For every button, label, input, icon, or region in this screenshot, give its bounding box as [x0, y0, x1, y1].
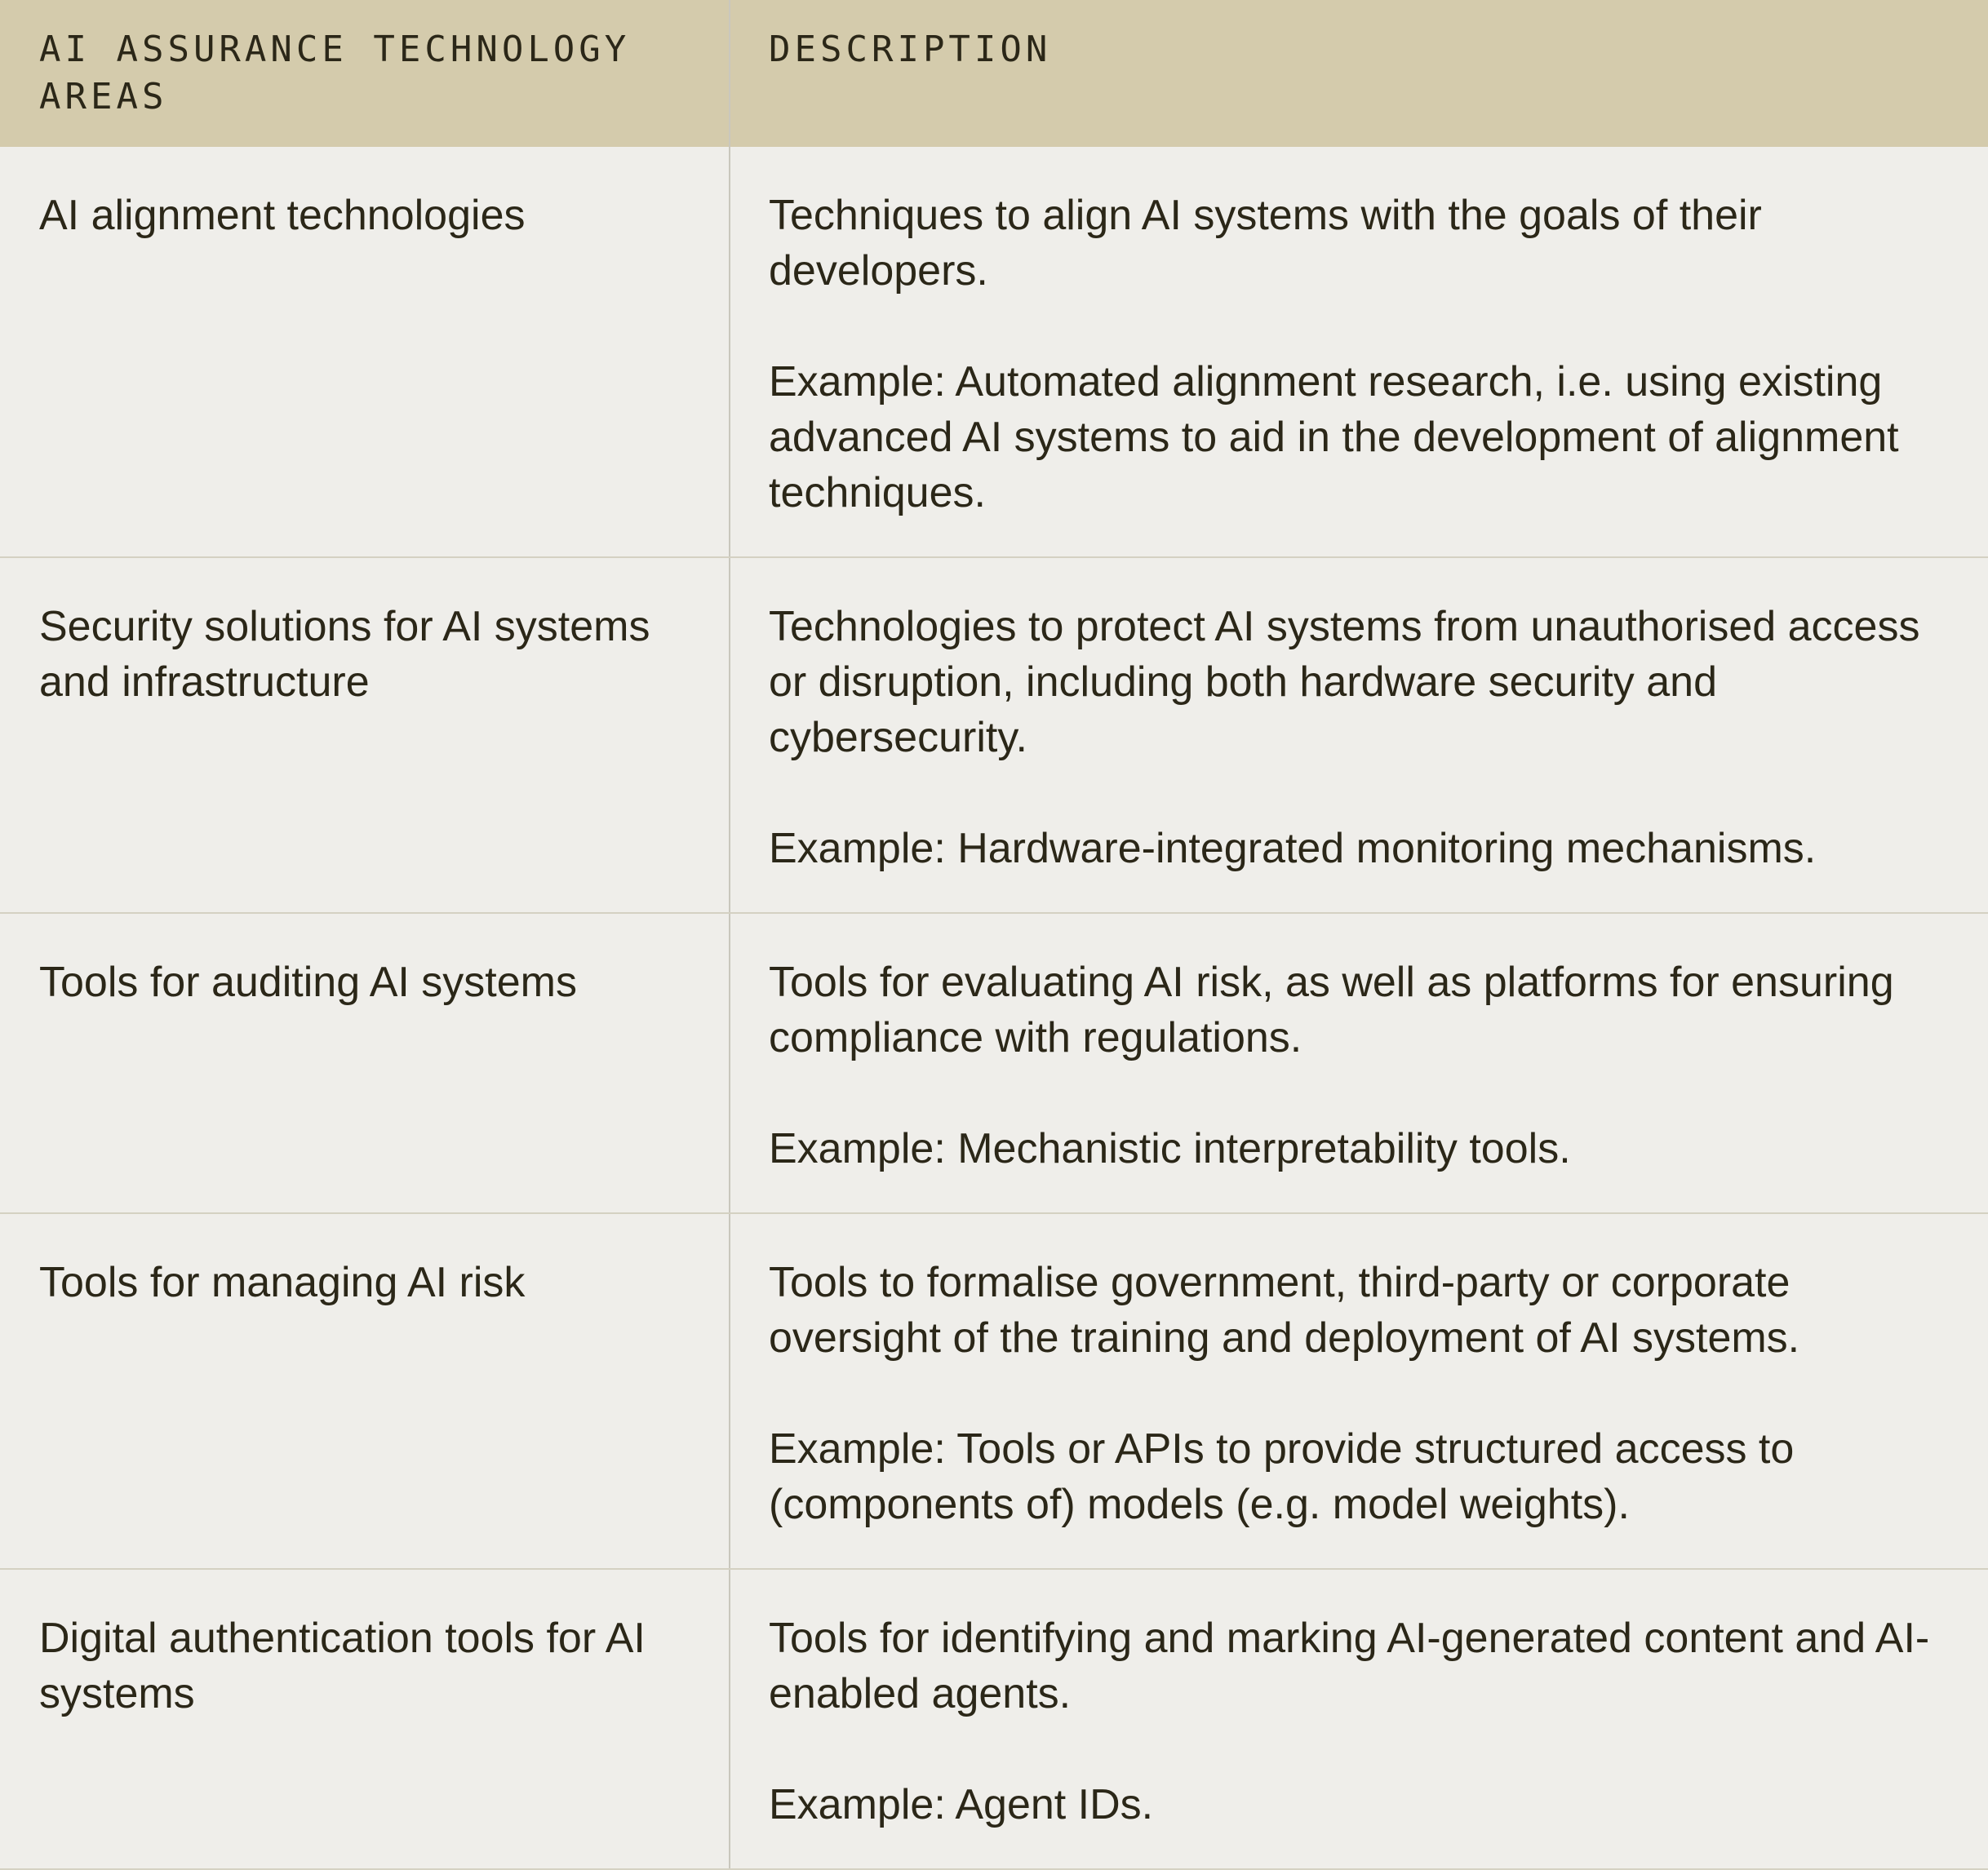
table-row	[0, 914, 1988, 1212]
example-text: Example: Agent IDs.	[769, 1781, 1154, 1828]
description-cell	[769, 955, 1952, 1177]
table-header	[0, 0, 1988, 147]
example-text: Example: Hardware-integrated monitoring mechanisms.	[769, 825, 1817, 872]
description-cell	[769, 1611, 1952, 1832]
table-row	[0, 1214, 1988, 1568]
example-text: Example: Mechanistic interpretability tools.	[769, 1125, 1571, 1172]
description-text: Tools to formalise government, third-party or corporate oversight of the training and deployment of AI systems.	[769, 1259, 1800, 1362]
description-text: Tools for evaluating AI risk, as well as platforms for ensuring compliance with regulations.	[769, 959, 1894, 1061]
area-cell: Tools for managing AI risk	[39, 1259, 526, 1306]
area-cell: Security solutions for AI systems and infrastructure	[39, 603, 650, 706]
area-cell: AI alignment technologies	[39, 192, 526, 239]
example-text: Example: Tools or APIs to provide structured access to (components of) models (e.g. model weights).	[769, 1425, 1795, 1528]
description-text: Techniques to align AI systems with the goals of their developers.	[769, 192, 1762, 295]
description-text: Technologies to protect AI systems from unauthorised access or disruption, including both hardware security and cybersecurity.	[769, 603, 1920, 761]
description-cell	[769, 599, 1952, 876]
header-areas: AI ASSURANCE TECHNOLOGY AREAS	[39, 29, 631, 117]
table-row	[0, 558, 1988, 912]
description-text: Tools for identifying and marking AI-generated content and AI-enabled agents.	[769, 1615, 1930, 1717]
table-row	[0, 147, 1988, 556]
description-cell	[769, 188, 1952, 521]
area-cell: Digital authentication tools for AI systems	[39, 1615, 646, 1717]
example-text: Example: Automated alignment research, i.e. using existing advanced AI systems to aid in the development of alignment techniques.	[769, 358, 1899, 516]
description-cell	[769, 1255, 1952, 1532]
table-row	[0, 1570, 1988, 1868]
header-description: DESCRIPTION	[769, 29, 1052, 70]
area-cell: Tools for auditing AI systems	[39, 959, 577, 1006]
